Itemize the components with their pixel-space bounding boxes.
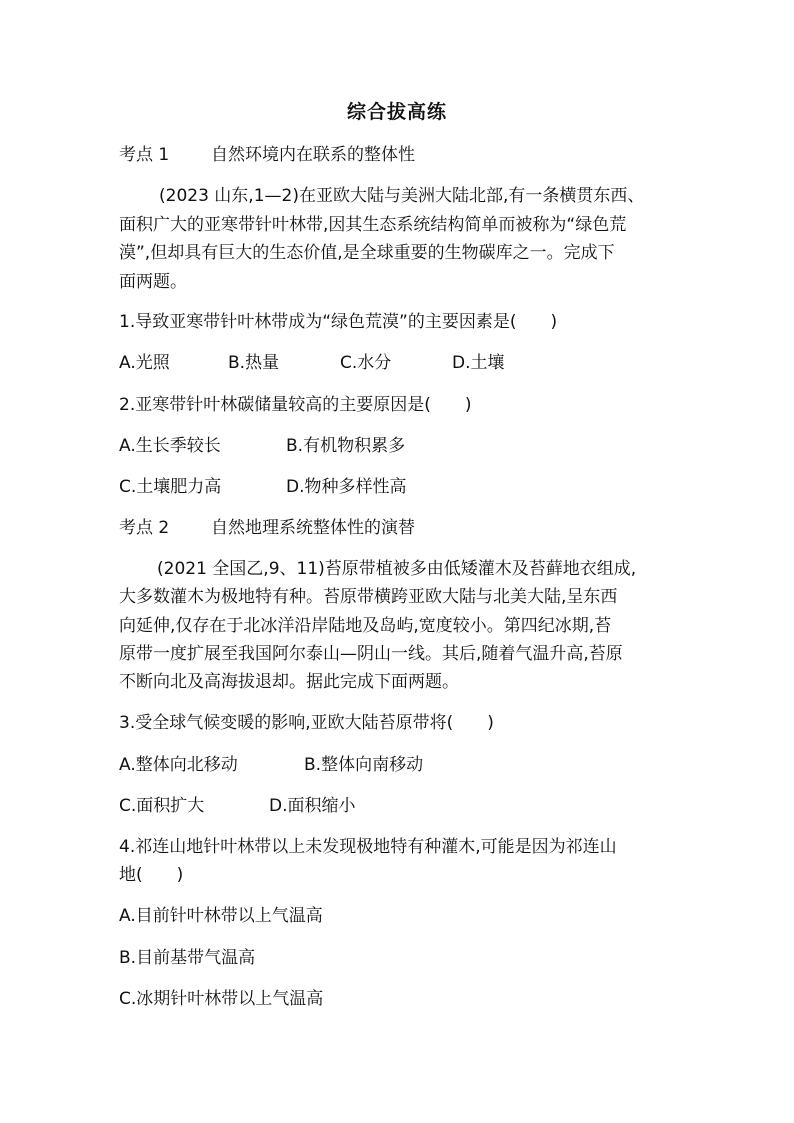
passage-line: 向延伸,仅存在于北冰洋沿岸陆地及岛屿,宽度较小。第四纪冰期,苔 — [119, 616, 612, 636]
section-label: 考点 1 — [119, 145, 170, 165]
option-a: A.目前针叶林带以上气温高 — [119, 906, 323, 926]
section-name: 自然环境内在联系的整体性 — [211, 145, 415, 165]
option-b: B.整体向南移动 — [304, 755, 424, 775]
passage-line: (2023 山东,1—2)在亚欧大陆与美洲大陆北部,有一条横贯东西、 — [159, 186, 645, 206]
option-a: A.生长季较长 — [119, 436, 221, 456]
question-1-options — [119, 352, 505, 374]
question-1-stem: 1.导致亚寒带针叶林带成为“绿色荒漠”的主要因素是( ) — [119, 312, 558, 332]
section-name: 自然地理系统整体性的演替 — [211, 518, 415, 538]
option-c: C.水分 — [340, 353, 392, 373]
question-2-options-row1 — [119, 435, 405, 457]
option-d: D.物种多样性高 — [286, 477, 407, 497]
question-3-stem: 3.受全球气候变暖的影响,亚欧大陆苔原带将( ) — [119, 713, 494, 733]
section-heading-1 — [119, 144, 415, 166]
passage-line: 面积广大的亚寒带针叶林带,因其生态系统结构简单而被称为“绿色荒 — [119, 215, 627, 235]
option-a: A.整体向北移动 — [119, 755, 238, 775]
option-b: B.热量 — [228, 353, 280, 373]
option-b: B.目前基带气温高 — [119, 948, 256, 968]
question-2-options-row2 — [119, 476, 407, 498]
question-3-options-row1 — [119, 754, 423, 776]
passage-line: (2021 全国乙,9、11)苔原带植被多由低矮灌木及苔藓地衣组成, — [157, 559, 637, 579]
passage-line: 原带一度扩展至我国阿尔泰山—阴山一线。其后,随着气温升高,苔原 — [119, 644, 623, 664]
question-3-options-row2 — [119, 795, 356, 817]
question-2-stem: 2.亚寒带针叶林碳储量较高的主要原因是( ) — [119, 395, 472, 415]
option-d: D.面积缩小 — [269, 796, 356, 816]
section-label: 考点 2 — [119, 518, 170, 538]
section-heading-2 — [119, 517, 415, 539]
option-d: D.土壤 — [452, 353, 505, 373]
option-a: A.光照 — [119, 353, 170, 373]
passage-line: 大多数灌木为极地特有种。苔原带横跨亚欧大陆与北美大陆,呈东西 — [119, 587, 618, 607]
question-4-stem-line2: 地( ) — [119, 865, 184, 885]
passage-line: 漠”,但却具有巨大的生态价值,是全球重要的生物碳库之一。完成下 — [119, 243, 615, 263]
passage-line: 面两题。 — [119, 272, 187, 292]
option-b: B.有机物积累多 — [286, 436, 406, 456]
passage-line: 不断向北及高海拔退却。据此完成下面两题。 — [119, 672, 459, 692]
option-c: C.面积扩大 — [119, 796, 205, 816]
page-title: 综合拔高练 — [346, 101, 447, 123]
question-4-stem-line1: 4.祁连山地针叶林带以上未发现极地特有种灌木,可能是因为祁连山 — [119, 837, 617, 857]
option-c: C.土壤肥力高 — [119, 477, 222, 497]
option-c: C.冰期针叶林带以上气温高 — [119, 989, 324, 1009]
